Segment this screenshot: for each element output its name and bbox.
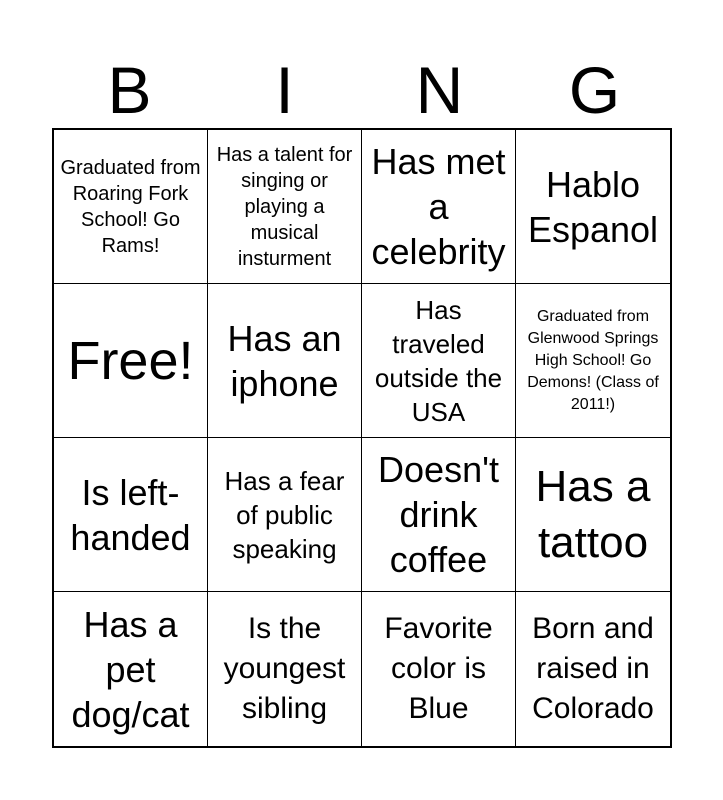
- cell-text: Doesn't drink coffee: [378, 449, 499, 580]
- bingo-cell-r1-c1[interactable]: [54, 130, 208, 284]
- cell-text: Favorite color is Blue: [384, 612, 493, 725]
- header-letter-b: B: [107, 53, 152, 127]
- bingo-cell-r2-c4[interactable]: [516, 284, 670, 438]
- bingo-cell-r1-c3[interactable]: [362, 130, 516, 284]
- bingo-board: [52, 128, 672, 748]
- bingo-header: [52, 50, 672, 130]
- bingo-cell-r4-c4[interactable]: [516, 592, 670, 746]
- header-letter-g: G: [568, 53, 621, 127]
- cell-text: Has traveled outside the USA: [374, 294, 503, 427]
- bingo-cell-r1-c2[interactable]: [208, 130, 362, 284]
- cell-text: Born and raised in Colorado: [532, 612, 654, 725]
- bingo-cell-r4-c3[interactable]: [362, 592, 516, 746]
- cell-text: Has a fear of public speaking: [224, 465, 345, 564]
- header-letter-n: N: [415, 53, 464, 127]
- cell-text: Hablo Espanol: [527, 163, 659, 250]
- bingo-cell-r3-c2[interactable]: [208, 438, 362, 592]
- cell-text: Graduated from Roaring Fork School! Go Rams!: [60, 156, 201, 257]
- bingo-cell-r3-c1[interactable]: [54, 438, 208, 592]
- cell-text: Has a talent for singing or playing a musical insturment: [216, 143, 353, 270]
- cell-text: Has an iphone: [227, 317, 342, 404]
- cell-text: Has a pet dog/cat: [71, 603, 190, 735]
- bingo-cell-r4-c1[interactable]: [54, 592, 208, 746]
- cell-text: Has met a celebrity: [371, 141, 506, 272]
- bingo-cell-r4-c2[interactable]: [208, 592, 362, 746]
- bingo-cell-free[interactable]: [54, 284, 208, 438]
- cell-text: Is the youngest sibling: [223, 612, 346, 725]
- cell-text: Is left-handed: [70, 471, 191, 558]
- cell-text: Has a tattoo: [535, 461, 651, 567]
- bingo-cell-r1-c4[interactable]: [516, 130, 670, 284]
- bingo-cell-r3-c3[interactable]: [362, 438, 516, 592]
- cell-text: Graduated from Glenwood Springs High School! Go Demons! (Class of 2011!): [527, 307, 659, 413]
- bingo-cell-r3-c4[interactable]: [516, 438, 670, 592]
- bingo-cell-r2-c3[interactable]: [362, 284, 516, 438]
- cell-text: Free!: [67, 330, 194, 391]
- bingo-cell-r2-c2[interactable]: [208, 284, 362, 438]
- header-letter-i: I: [275, 53, 294, 127]
